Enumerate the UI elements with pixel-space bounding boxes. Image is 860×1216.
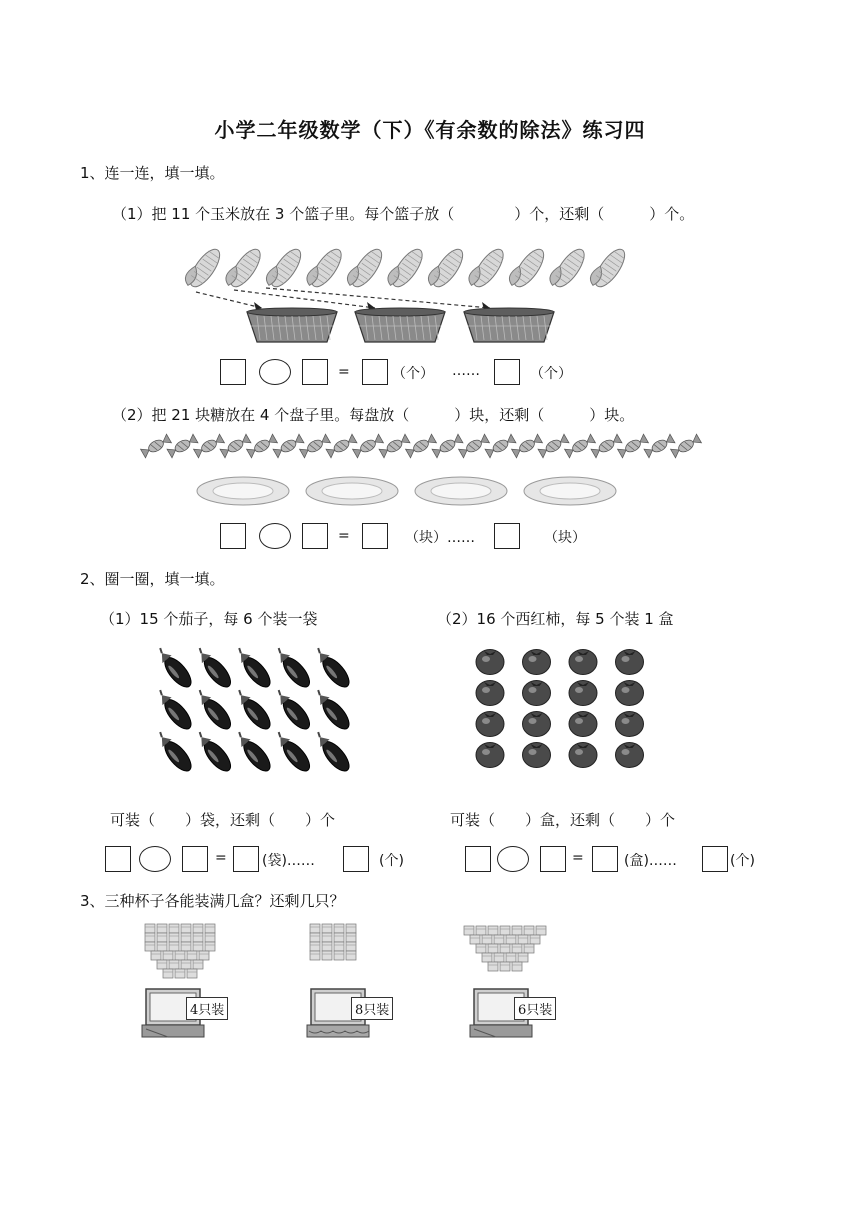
cup-icon <box>310 942 320 951</box>
cup-icon <box>512 926 522 935</box>
cup-icon <box>151 951 161 960</box>
cup-icon <box>157 942 167 951</box>
cup-icon <box>476 944 486 953</box>
cup-icon <box>169 942 179 951</box>
cup-icon <box>310 933 320 942</box>
cup-icon <box>310 951 320 960</box>
unit-label: （块）…… <box>405 530 475 546</box>
cup-icon <box>536 926 546 935</box>
unit-label: （块） <box>544 530 586 546</box>
q1-part2-text: （2）把 21 块糖放在 4 个盘子里。每盘放（ ）块，还剩（ ）块。 <box>112 406 635 424</box>
cup-icon <box>169 960 179 969</box>
cup-icon <box>334 951 344 960</box>
cup-icon <box>205 933 215 942</box>
cup-icon <box>524 926 534 935</box>
cup-icon <box>181 924 191 933</box>
q2-right-text: （2）16 个西红柿，每 5 个装 1 盒 <box>437 610 674 628</box>
cup-icon <box>346 924 356 933</box>
cup-icon <box>488 926 498 935</box>
q2-left-text: （1）15 个茄子，每 6 个装一袋 <box>100 610 318 628</box>
cup-icon <box>310 924 320 933</box>
page-title: 小学二年级数学（下）《有余数的除法》练习四 <box>214 118 646 142</box>
equals-sign: = <box>215 850 227 866</box>
box-label-tag: 6只装 <box>514 997 556 1020</box>
cup-icon <box>488 944 498 953</box>
cup-icon <box>494 953 504 962</box>
cup-icon <box>506 953 516 962</box>
cup-icon <box>181 933 191 942</box>
cup-pyramid-2 <box>310 924 356 960</box>
packing-box-1 <box>140 985 232 1039</box>
unit-label: (个) <box>730 853 755 869</box>
cup-icon <box>181 942 191 951</box>
cup-icon <box>334 924 344 933</box>
unit-label: （个） <box>530 366 572 382</box>
unit-label: (个) <box>379 853 404 869</box>
cup-icon <box>488 962 498 971</box>
cup-icon <box>512 944 522 953</box>
cup-icon <box>470 935 480 944</box>
cup-icon <box>530 935 540 944</box>
q2-heading: 2、圈一圈，填一填。 <box>80 570 225 588</box>
cup-icon <box>187 951 197 960</box>
cup-icon <box>512 962 522 971</box>
cup-icon <box>334 933 344 942</box>
cup-icon <box>500 944 510 953</box>
cup-pyramid-1 <box>145 924 215 978</box>
cup-icon <box>187 969 197 978</box>
cup-icon <box>157 960 167 969</box>
unit-label: (盒)…… <box>624 853 677 869</box>
cup-icon <box>193 960 203 969</box>
cup-icon <box>334 942 344 951</box>
cup-icon <box>476 926 486 935</box>
cup-icon <box>163 951 173 960</box>
cup-icon <box>524 944 534 953</box>
q2-left-answer: 可装（ ）袋，还剩（ ）个 <box>110 811 336 829</box>
cup-icon <box>181 960 191 969</box>
cup-icon <box>464 926 474 935</box>
cup-icon <box>346 951 356 960</box>
unit-label: (袋)…… <box>262 853 315 869</box>
cup-icon <box>169 933 179 942</box>
equals-sign: = <box>338 528 350 544</box>
q2-right-answer: 可装（ ）盒，还剩（ ）个 <box>450 811 676 829</box>
box-label-tag: 8只装 <box>351 997 393 1020</box>
cup-icon <box>145 942 155 951</box>
cup-icon <box>175 951 185 960</box>
packing-box-3 <box>468 985 560 1039</box>
cup-icon <box>482 953 492 962</box>
cup-icon <box>518 953 528 962</box>
packing-box-2 <box>305 985 397 1039</box>
box-label-tag: 4只装 <box>186 997 228 1020</box>
remainder-dots: …… <box>452 363 480 379</box>
cup-icon <box>518 935 528 944</box>
cup-icon <box>500 962 510 971</box>
cup-icon <box>157 924 167 933</box>
cup-pyramid-3 <box>464 926 546 971</box>
cup-icon <box>482 935 492 944</box>
cup-icon <box>145 924 155 933</box>
cup-icon <box>169 924 179 933</box>
cup-icon <box>193 924 203 933</box>
cup-icon <box>163 969 173 978</box>
cup-icon <box>193 933 203 942</box>
q1-heading: 1、连一连，填一填。 <box>80 164 225 182</box>
cup-icon <box>346 942 356 951</box>
cup-icon <box>322 924 332 933</box>
cup-icon <box>199 951 209 960</box>
q3-heading: 3、三种杯子各能装满几盒？还剩几只？ <box>80 892 345 910</box>
cup-icon <box>205 942 215 951</box>
cup-icon <box>506 935 516 944</box>
q1-part1-text: （1）把 11 个玉米放在 3 个篮子里。每个篮子放（ ）个，还剩（ ）个。 <box>112 205 695 223</box>
cup-icon <box>145 933 155 942</box>
cup-icon <box>205 924 215 933</box>
cup-icon <box>322 942 332 951</box>
cup-icon <box>157 933 167 942</box>
cup-icon <box>500 926 510 935</box>
cup-icon <box>346 933 356 942</box>
equals-sign: = <box>338 364 350 380</box>
cup-icon <box>175 969 185 978</box>
cup-icon <box>322 951 332 960</box>
cup-icon <box>322 933 332 942</box>
unit-label: （个） <box>392 366 434 382</box>
equals-sign: = <box>572 850 584 866</box>
cup-icon <box>494 935 504 944</box>
cup-icon <box>193 942 203 951</box>
